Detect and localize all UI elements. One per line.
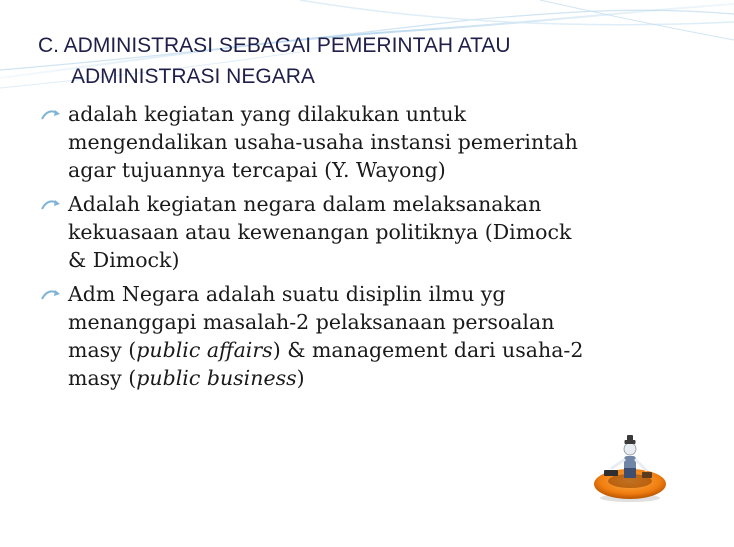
- bullet-3-line-3: [68, 336, 700, 364]
- bullet-item-1: [40, 100, 700, 184]
- bullet-3-line-4-post: ): [296, 366, 305, 390]
- curved-arrow-bullet-icon: [40, 198, 62, 212]
- bullet-3-line-3-post: ) & management dari usaha-2: [272, 338, 584, 362]
- curved-arrow-bullet-icon: [40, 288, 62, 302]
- bullet-item-3: [40, 280, 700, 392]
- bullet-1-line-3: agar tujuannya tercapai (Y. Wayong): [68, 158, 446, 182]
- bullet-3-line-2: menanggapi masalah-2 pelaksanaan persoalan: [68, 310, 555, 334]
- person-in-inflatable-boat-icon: [590, 432, 670, 504]
- slide-title: [38, 30, 718, 92]
- bullet-3-line-3-em: public affairs: [136, 338, 273, 362]
- bullet-3-line-4: [68, 364, 700, 392]
- curved-arrow-bullet-icon: [40, 108, 62, 122]
- title-line-2: ADMINISTRASI NEGARA: [71, 65, 315, 88]
- title-line-1: C. ADMINISTRASI SEBAGAI PEMERINTAH ATAU: [38, 34, 511, 57]
- bullet-2-line-3: & Dimock): [68, 248, 180, 272]
- bullet-list: [40, 100, 700, 398]
- bullet-3-line-3-pre: masy (: [68, 338, 137, 362]
- bullet-3-line-4-pre: masy (: [68, 366, 137, 390]
- bullet-1-line-2: mengendalikan usaha-usaha instansi pemerintah: [68, 130, 578, 154]
- bullet-3-line-4-em: public business: [136, 366, 297, 390]
- bullet-3-line-1: Adm Negara adalah suatu disiplin ilmu yg: [68, 282, 506, 306]
- bullet-2-line-1: Adalah kegiatan negara dalam melaksanakan: [68, 192, 542, 216]
- bullet-item-2: [40, 190, 700, 274]
- bullet-1-line-1: adalah kegiatan yang dilakukan untuk: [68, 102, 467, 126]
- bullet-2-line-2: kekuasaan atau kewenangan politiknya (Dimock: [68, 220, 572, 244]
